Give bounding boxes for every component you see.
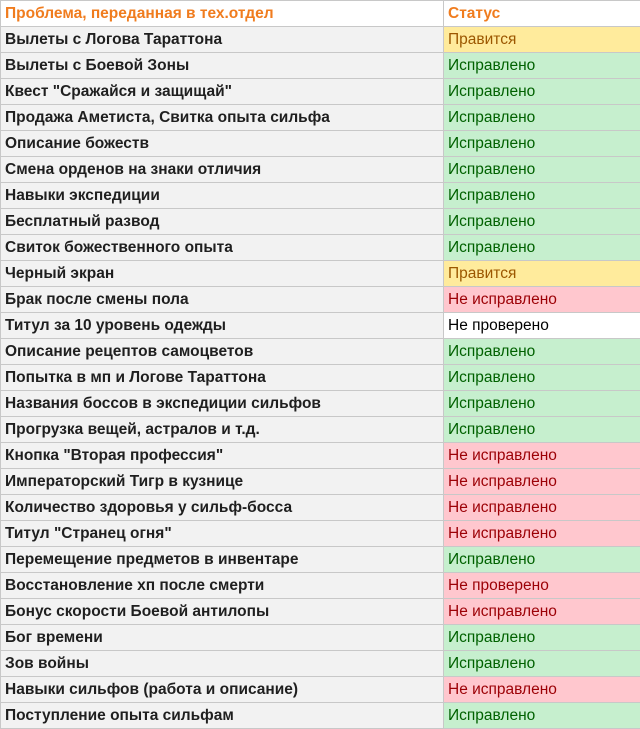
- table-row: [1, 53, 640, 79]
- issue-cell[interactable]: Описание рецептов самоцветов: [1, 339, 444, 365]
- table-row: [1, 235, 640, 261]
- table-row: [1, 495, 640, 521]
- issue-cell[interactable]: Поступление опыта сильфам: [1, 703, 444, 729]
- status-cell[interactable]: Исправлено: [444, 365, 640, 391]
- status-cell[interactable]: Не исправлено: [444, 443, 640, 469]
- status-cell[interactable]: Исправлено: [444, 651, 640, 677]
- issue-cell[interactable]: Смена орденов на знаки отличия: [1, 157, 444, 183]
- status-cell[interactable]: Исправлено: [444, 131, 640, 157]
- issue-cell[interactable]: Навыки экспедиции: [1, 183, 444, 209]
- issue-cell[interactable]: Бог времени: [1, 625, 444, 651]
- status-cell[interactable]: Не исправлено: [444, 677, 640, 703]
- table-row: [1, 677, 640, 703]
- column-header-status[interactable]: Статус: [444, 1, 640, 27]
- issue-cell[interactable]: Вылеты с Боевой Зоны: [1, 53, 444, 79]
- issue-cell[interactable]: Вылеты с Логова Тараттона: [1, 27, 444, 53]
- table-row: [1, 79, 640, 105]
- status-cell[interactable]: Не исправлено: [444, 495, 640, 521]
- status-cell[interactable]: Правится: [444, 261, 640, 287]
- issue-cell[interactable]: Названия боссов в экспедиции сильфов: [1, 391, 444, 417]
- table-row: [1, 703, 640, 729]
- header-row: [1, 1, 640, 27]
- status-cell[interactable]: Исправлено: [444, 183, 640, 209]
- table-row: [1, 27, 640, 53]
- status-cell[interactable]: Исправлено: [444, 625, 640, 651]
- table-row: [1, 573, 640, 599]
- status-cell[interactable]: Исправлено: [444, 105, 640, 131]
- issue-cell[interactable]: Титул за 10 уровень одежды: [1, 313, 444, 339]
- table-row: [1, 625, 640, 651]
- table-row: [1, 547, 640, 573]
- table-row: [1, 651, 640, 677]
- table-row: [1, 599, 640, 625]
- table-body: [1, 27, 640, 729]
- issue-cell[interactable]: Бонус скорости Боевой антилопы: [1, 599, 444, 625]
- status-cell[interactable]: Исправлено: [444, 391, 640, 417]
- table-row: [1, 417, 640, 443]
- table-row: [1, 313, 640, 339]
- status-cell[interactable]: Исправлено: [444, 417, 640, 443]
- status-cell[interactable]: Исправлено: [444, 79, 640, 105]
- table-row: [1, 469, 640, 495]
- issue-cell[interactable]: Продажа Аметиста, Свитка опыта сильфа: [1, 105, 444, 131]
- status-cell[interactable]: Исправлено: [444, 703, 640, 729]
- table-row: [1, 521, 640, 547]
- issue-cell[interactable]: Титул "Странец огня": [1, 521, 444, 547]
- issue-cell[interactable]: Свиток божественного опыта: [1, 235, 444, 261]
- issue-cell[interactable]: Навыки сильфов (работа и описание): [1, 677, 444, 703]
- status-cell[interactable]: Исправлено: [444, 209, 640, 235]
- table-row: [1, 209, 640, 235]
- issue-cell[interactable]: Брак после смены пола: [1, 287, 444, 313]
- issue-cell[interactable]: Количество здоровья у сильф-босса: [1, 495, 444, 521]
- table-row: [1, 391, 640, 417]
- table-row: [1, 365, 640, 391]
- status-cell[interactable]: Исправлено: [444, 235, 640, 261]
- issue-cell[interactable]: Императорский Тигр в кузнице: [1, 469, 444, 495]
- status-cell[interactable]: Не исправлено: [444, 521, 640, 547]
- issue-cell[interactable]: Бесплатный развод: [1, 209, 444, 235]
- table-row: [1, 287, 640, 313]
- status-cell[interactable]: Исправлено: [444, 157, 640, 183]
- status-cell[interactable]: Не исправлено: [444, 599, 640, 625]
- status-cell[interactable]: Исправлено: [444, 339, 640, 365]
- table-row: [1, 339, 640, 365]
- table-row: [1, 131, 640, 157]
- issue-cell[interactable]: Зов войны: [1, 651, 444, 677]
- issue-cell[interactable]: Прогрузка вещей, астралов и т.д.: [1, 417, 444, 443]
- status-cell[interactable]: Не проверено: [444, 573, 640, 599]
- issue-cell[interactable]: Черный экран: [1, 261, 444, 287]
- table-row: [1, 105, 640, 131]
- table-row: [1, 261, 640, 287]
- status-cell[interactable]: Правится: [444, 27, 640, 53]
- table-row: [1, 183, 640, 209]
- status-cell[interactable]: Исправлено: [444, 53, 640, 79]
- issue-cell[interactable]: Квест "Сражайся и защищай": [1, 79, 444, 105]
- table-row: [1, 443, 640, 469]
- table-row: [1, 157, 640, 183]
- status-cell[interactable]: Не исправлено: [444, 287, 640, 313]
- issue-cell[interactable]: Попытка в мп и Логове Тараттона: [1, 365, 444, 391]
- status-cell[interactable]: Исправлено: [444, 547, 640, 573]
- status-cell[interactable]: Не исправлено: [444, 469, 640, 495]
- column-header-issue[interactable]: Проблема, переданная в тех.отдел: [1, 1, 444, 27]
- issue-cell[interactable]: Кнопка "Вторая профессия": [1, 443, 444, 469]
- issue-cell[interactable]: Перемещение предметов в инвентаре: [1, 547, 444, 573]
- status-cell[interactable]: Не проверено: [444, 313, 640, 339]
- issue-cell[interactable]: Описание божеств: [1, 131, 444, 157]
- issue-cell[interactable]: Восстановление хп после смерти: [1, 573, 444, 599]
